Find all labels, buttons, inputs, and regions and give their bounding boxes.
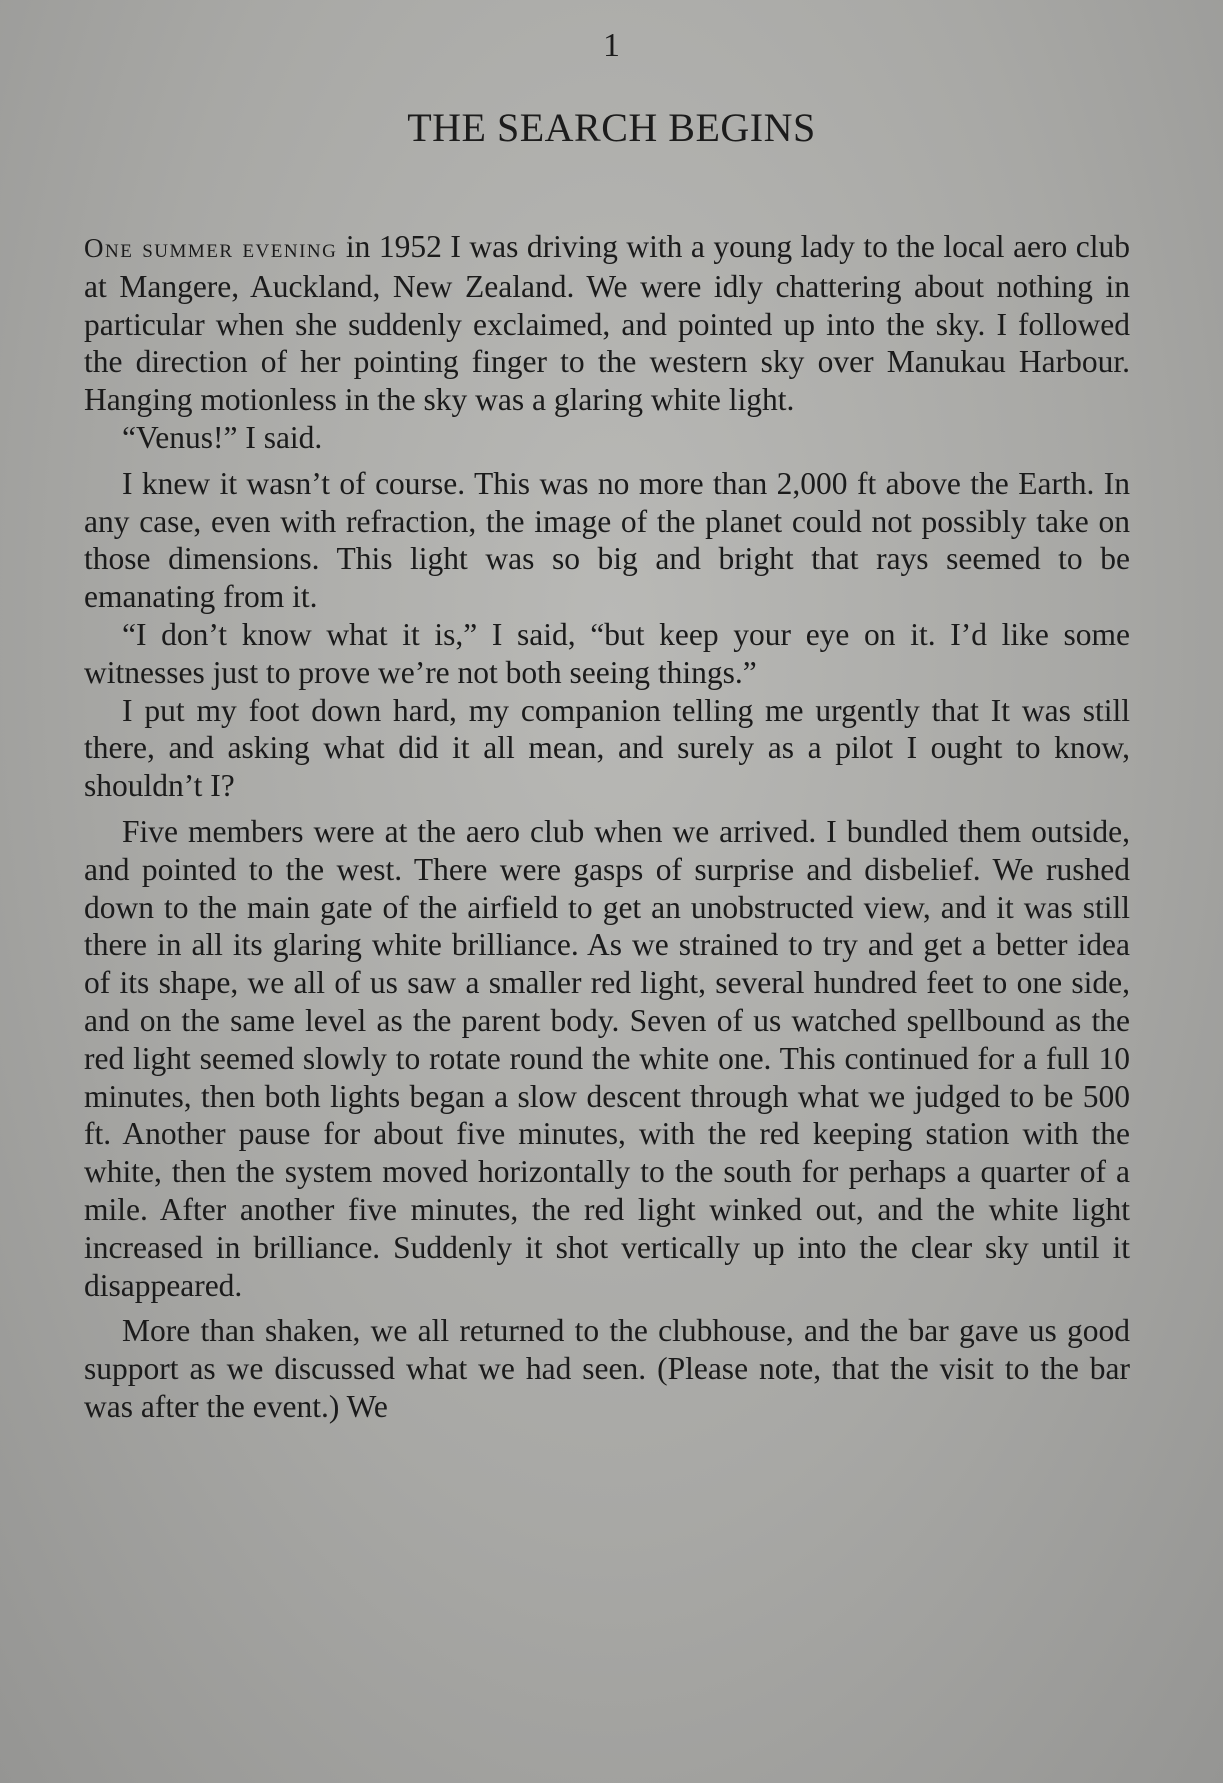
paragraph-1-text: in 1952 I was driving with a young lady to the local aero club at Mangere, Auckland, New Zealand. We were idly chattering about nothing in particular when she suddenly exclaimed, and pointed up into the sky. I followed the direction of her pointing finger to the western sky over Manukau Harbour. Hanging motionless in the sky was a glaring white light. [84,229,1131,418]
opening-smallcaps: One summer evening [84,233,338,263]
paragraph-4: “I don’t know what it is,” I said, “but keep your eye on it. I’d like some witnesses just to prove we’re not both seeing things.” [84,616,1130,690]
paragraph-3: I knew it wasn’t of course. This was no more than 2,000 ft above the Earth. In any case, even with refraction, the image of the planet could not possibly take on those dimensions. This light was so big and bright that rays seemed to be emanating from it. [84,465,1130,615]
paragraph-5: I put my foot down hard, my companion telling me urgently that It was still there, and asking what did it all mean, and surely as a pilot I ought to know, shouldn’t I? [84,692,1130,804]
paragraph-6: Five members were at the aero club when we arrived. I bundled them outside, and pointed to the west. There were gasps of surprise and disbelief. We rushed down to the main gate of the airfield to get an unobstructed view, and it was still there in all its glaring white brilliance. As we strained to try and get a better idea of its shape, we all of us saw a smaller red light, several hundred feet to one side, and on the same level as the parent body. Seven of us watched spellbound as the red light seemed slowly to rotate round the white one. This continued for a full 10 minutes, then both lights began a slow descent through what we judged to be 500 ft. Another pause for about five minutes, with the red keeping station with the white, then the system moved horizontally to the south for perhaps a quarter of a mile. After another five minutes, the red light winked out, and the white light increased in brilliance. Suddenly it shot vertically up into the clear sky until it disappeared. [84,813,1130,1303]
paragraph-1 [84,228,1130,419]
chapter-title: THE SEARCH BEGINS [407,105,816,150]
chapter-body [84,228,1130,1426]
paragraph-2: “Venus!” I said. [122,419,323,455]
paragraph-7: More than shaken, we all returned to the clubhouse, and the bar gave us good support as we discussed what we had seen. (Please note, that the visit to the bar was after the event.) We [84,1313,1130,1424]
chapter-number: 1 [603,27,620,64]
